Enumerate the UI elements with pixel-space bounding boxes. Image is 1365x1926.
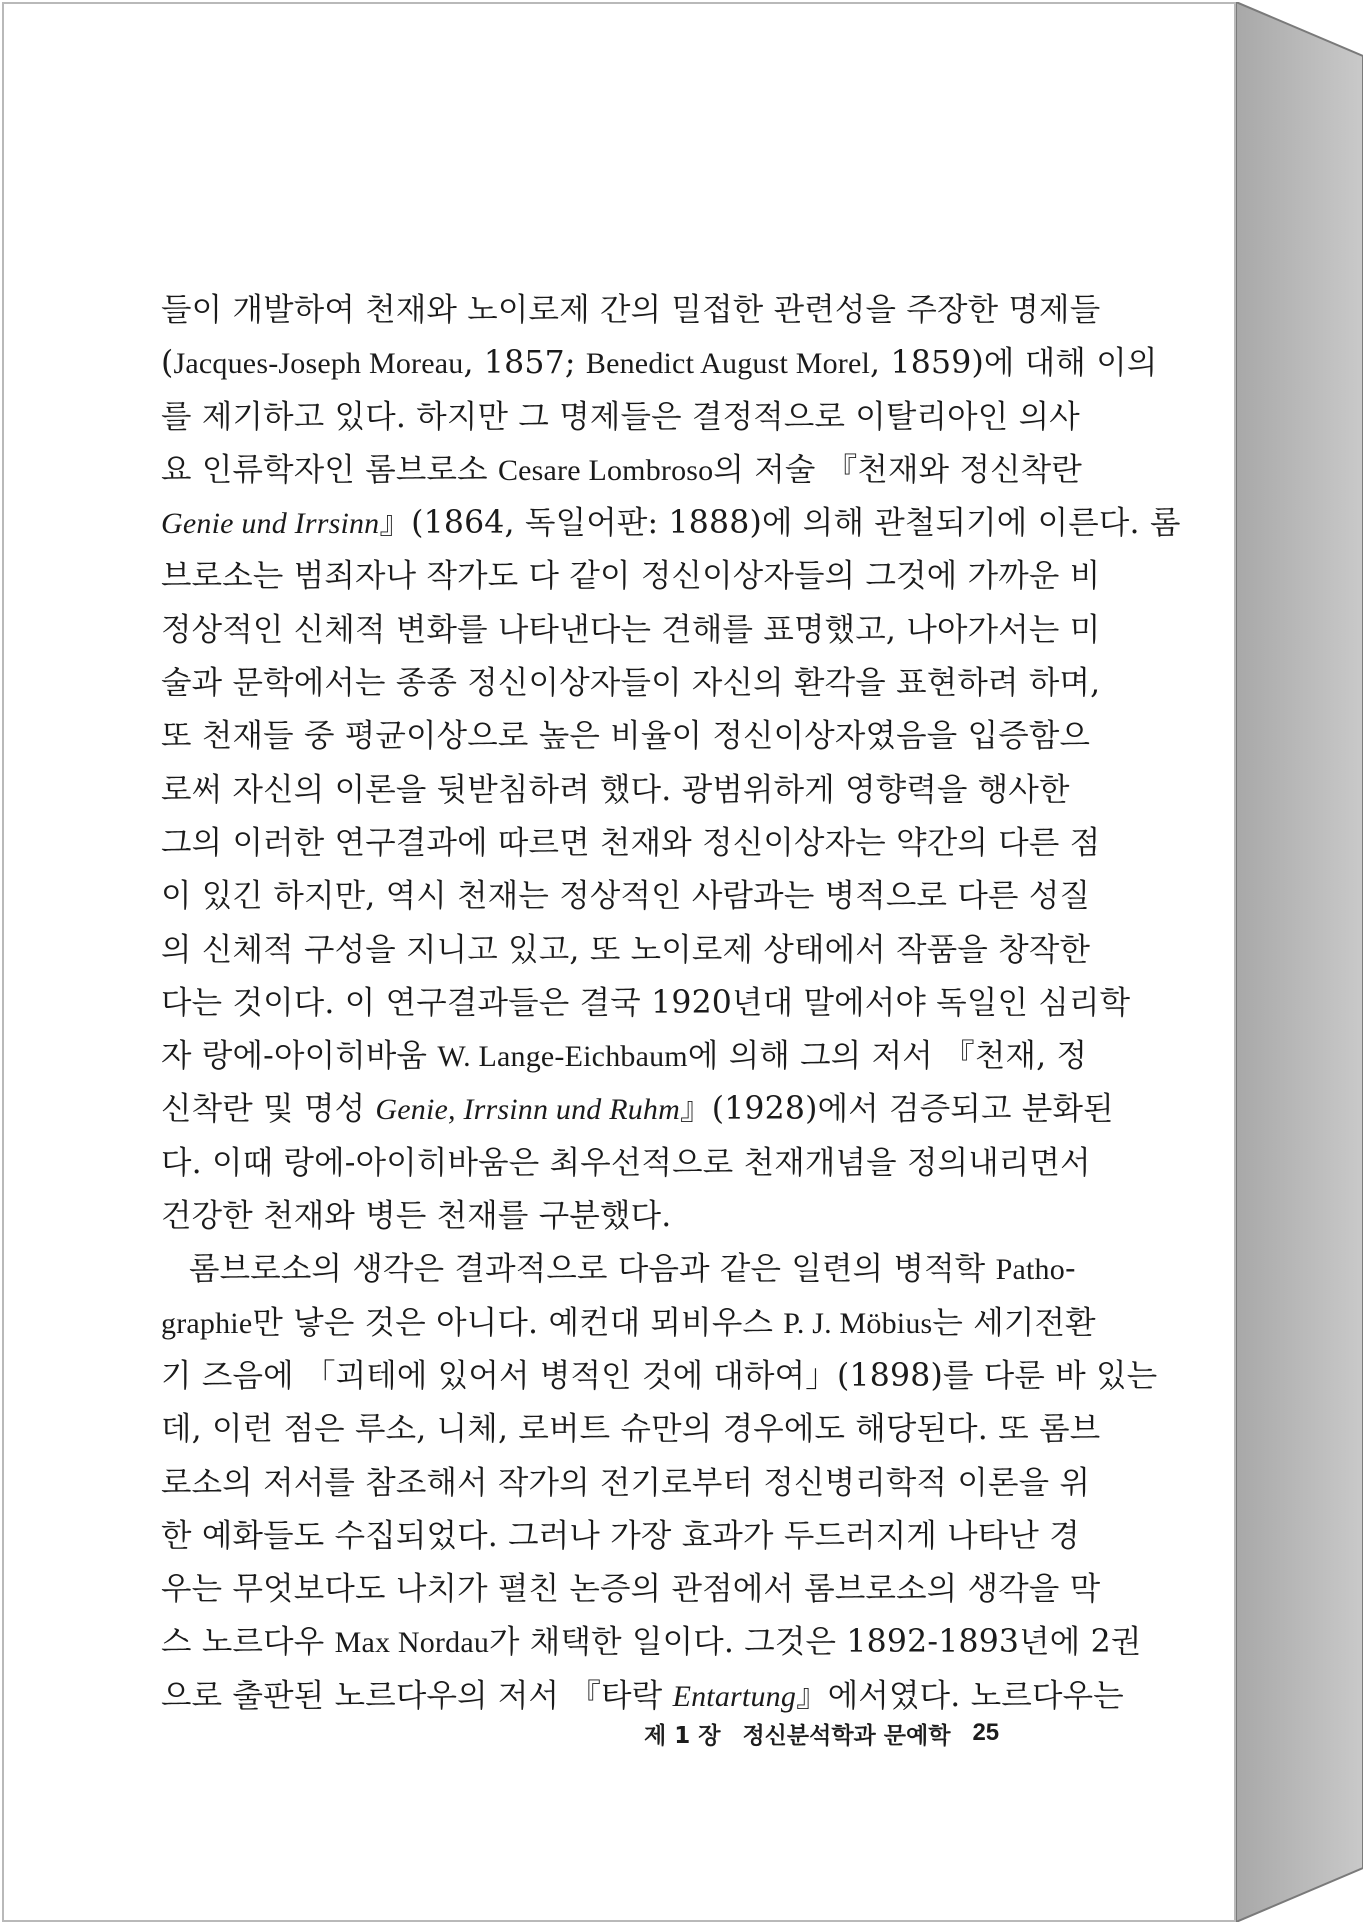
text-line: 한 예화들도 수집되었다. 그러나 가장 효과가 두드러지게 나타난 경 xyxy=(161,1517,1080,1554)
text-line: 기 즈음에 「괴테에 있어서 병적인 것에 대하여」(1898)를 다룬 바 있는 xyxy=(161,1357,1158,1394)
text-line: 요 인류학자인 롬브로소 Cesare Lombroso의 저술 『천재와 정신착란 xyxy=(161,451,1083,488)
latin-text: Cesare Lombroso xyxy=(497,453,714,487)
italic-title: Genie, Irrsinn und Ruhm xyxy=(375,1093,680,1127)
page-sheet xyxy=(2,2,1236,1922)
text-line: graphie만 낳은 것은 아니다. 예컨대 뫼비우스 P. J. Möbius는 세기전환 xyxy=(161,1304,1096,1341)
body-text xyxy=(161,284,1181,1723)
chapter-title: 정신분석학과 문예학 xyxy=(742,1722,951,1749)
latin-text: Max Nordau xyxy=(334,1626,490,1660)
page-number: 25 xyxy=(972,1719,1000,1746)
running-footer xyxy=(644,1713,1044,1753)
text-line: 자 랑에-아이히바움 W. Lange-Eichbaum에 의해 그의 저서 『천재, 정 xyxy=(161,1038,1088,1075)
text-line: 정상적인 신체적 변화를 나타낸다는 견해를 표명했고, 나아가서는 미 xyxy=(161,611,1101,648)
text-line: 를 제기하고 있다. 하지만 그 명제들은 결정적으로 이탈리아인 의사 xyxy=(161,398,1080,435)
text-line: 술과 문학에서는 종종 정신이상자들이 자신의 환각을 표현하려 하며, xyxy=(161,665,1101,702)
latin-text: Jacques-Joseph Moreau xyxy=(173,347,464,381)
chapter-number: 제 1 장 xyxy=(644,1722,721,1749)
text-line: 그의 이러한 연구결과에 따르면 천재와 정신이상자는 약간의 다른 점 xyxy=(161,824,1101,861)
text-line: Genie und Irrsinn』(1864, 독일어판: 1888)에 의해 관철되기에 이른다. 롬 xyxy=(161,505,1181,542)
text-line: 데, 이런 점은 루소, 니체, 로버트 슈만의 경우에도 해당된다. 또 롬브 xyxy=(161,1411,1101,1448)
text-line: 로써 자신의 이론을 뒷받침하려 했다. 광범위하게 영향력을 행사한 xyxy=(161,771,1070,808)
italic-title: Genie und Irrsinn xyxy=(161,507,380,541)
text-line: 신착란 및 명성 Genie, Irrsinn und Ruhm』(1928)에서 검증되고 분화된 xyxy=(161,1091,1114,1128)
text-line: (Jacques-Joseph Moreau, 1857; Benedict August Morel, 1859)에 대해 이의 xyxy=(161,345,1158,382)
text-line: 들이 개발하여 천재와 노이로제 간의 밀접한 관련성을 주장한 명제들 xyxy=(161,292,1101,328)
latin-text: Benedict August Morel xyxy=(585,347,871,381)
text-line: 다. 이때 랑에-아이히바움은 최우선적으로 천재개념을 정의내리면서 xyxy=(161,1144,1091,1181)
latin-text: P. J. Möbius xyxy=(783,1306,933,1340)
text-line: 이 있긴 하지만, 역시 천재는 정상적인 사람과는 병적으로 다른 성질 xyxy=(161,878,1091,915)
text-line: 롬브로소의 생각은 결과적으로 다음과 같은 일련의 병적학 Patho- xyxy=(189,1251,1076,1288)
text-line: 스 노르다우 Max Nordau가 채택한 일이다. 그것은 1892-1893년에 2권 xyxy=(161,1624,1142,1661)
text-line: 의 신체적 구성을 지니고 있고, 또 노이로제 상태에서 작품을 창작한 xyxy=(161,931,1091,968)
latin-text: Patho xyxy=(995,1253,1065,1287)
text-line: 브로소는 범죄자나 작가도 다 같이 정신이상자들의 그것에 가까운 비 xyxy=(161,558,1101,595)
italic-title: Entartung xyxy=(672,1679,797,1713)
text-line: 다는 것이다. 이 연구결과들은 결국 1920년대 말에서야 독일인 심리학 xyxy=(161,984,1131,1021)
text-line: 또 천재들 중 평균이상으로 높은 비율이 정신이상자였음을 입증함으 xyxy=(161,718,1091,755)
latin-text: graphie xyxy=(161,1306,253,1340)
text-line: 으로 출판된 노르다우의 저서 『타락 Entartung』에서였다. 노르다우는 xyxy=(161,1677,1124,1714)
page-edge-shading xyxy=(1236,2,1363,1922)
text-line: 로소의 저서를 참조해서 작가의 전기로부터 정신병리학적 이론을 위 xyxy=(161,1464,1091,1501)
text-line: 우는 무엇보다도 나치가 펼친 논증의 관점에서 롬브로소의 생각을 막 xyxy=(161,1571,1101,1608)
text-line: 건강한 천재와 병든 천재를 구분했다. xyxy=(161,1198,672,1235)
latin-text: W. Lange-Eichbaum xyxy=(437,1040,688,1074)
